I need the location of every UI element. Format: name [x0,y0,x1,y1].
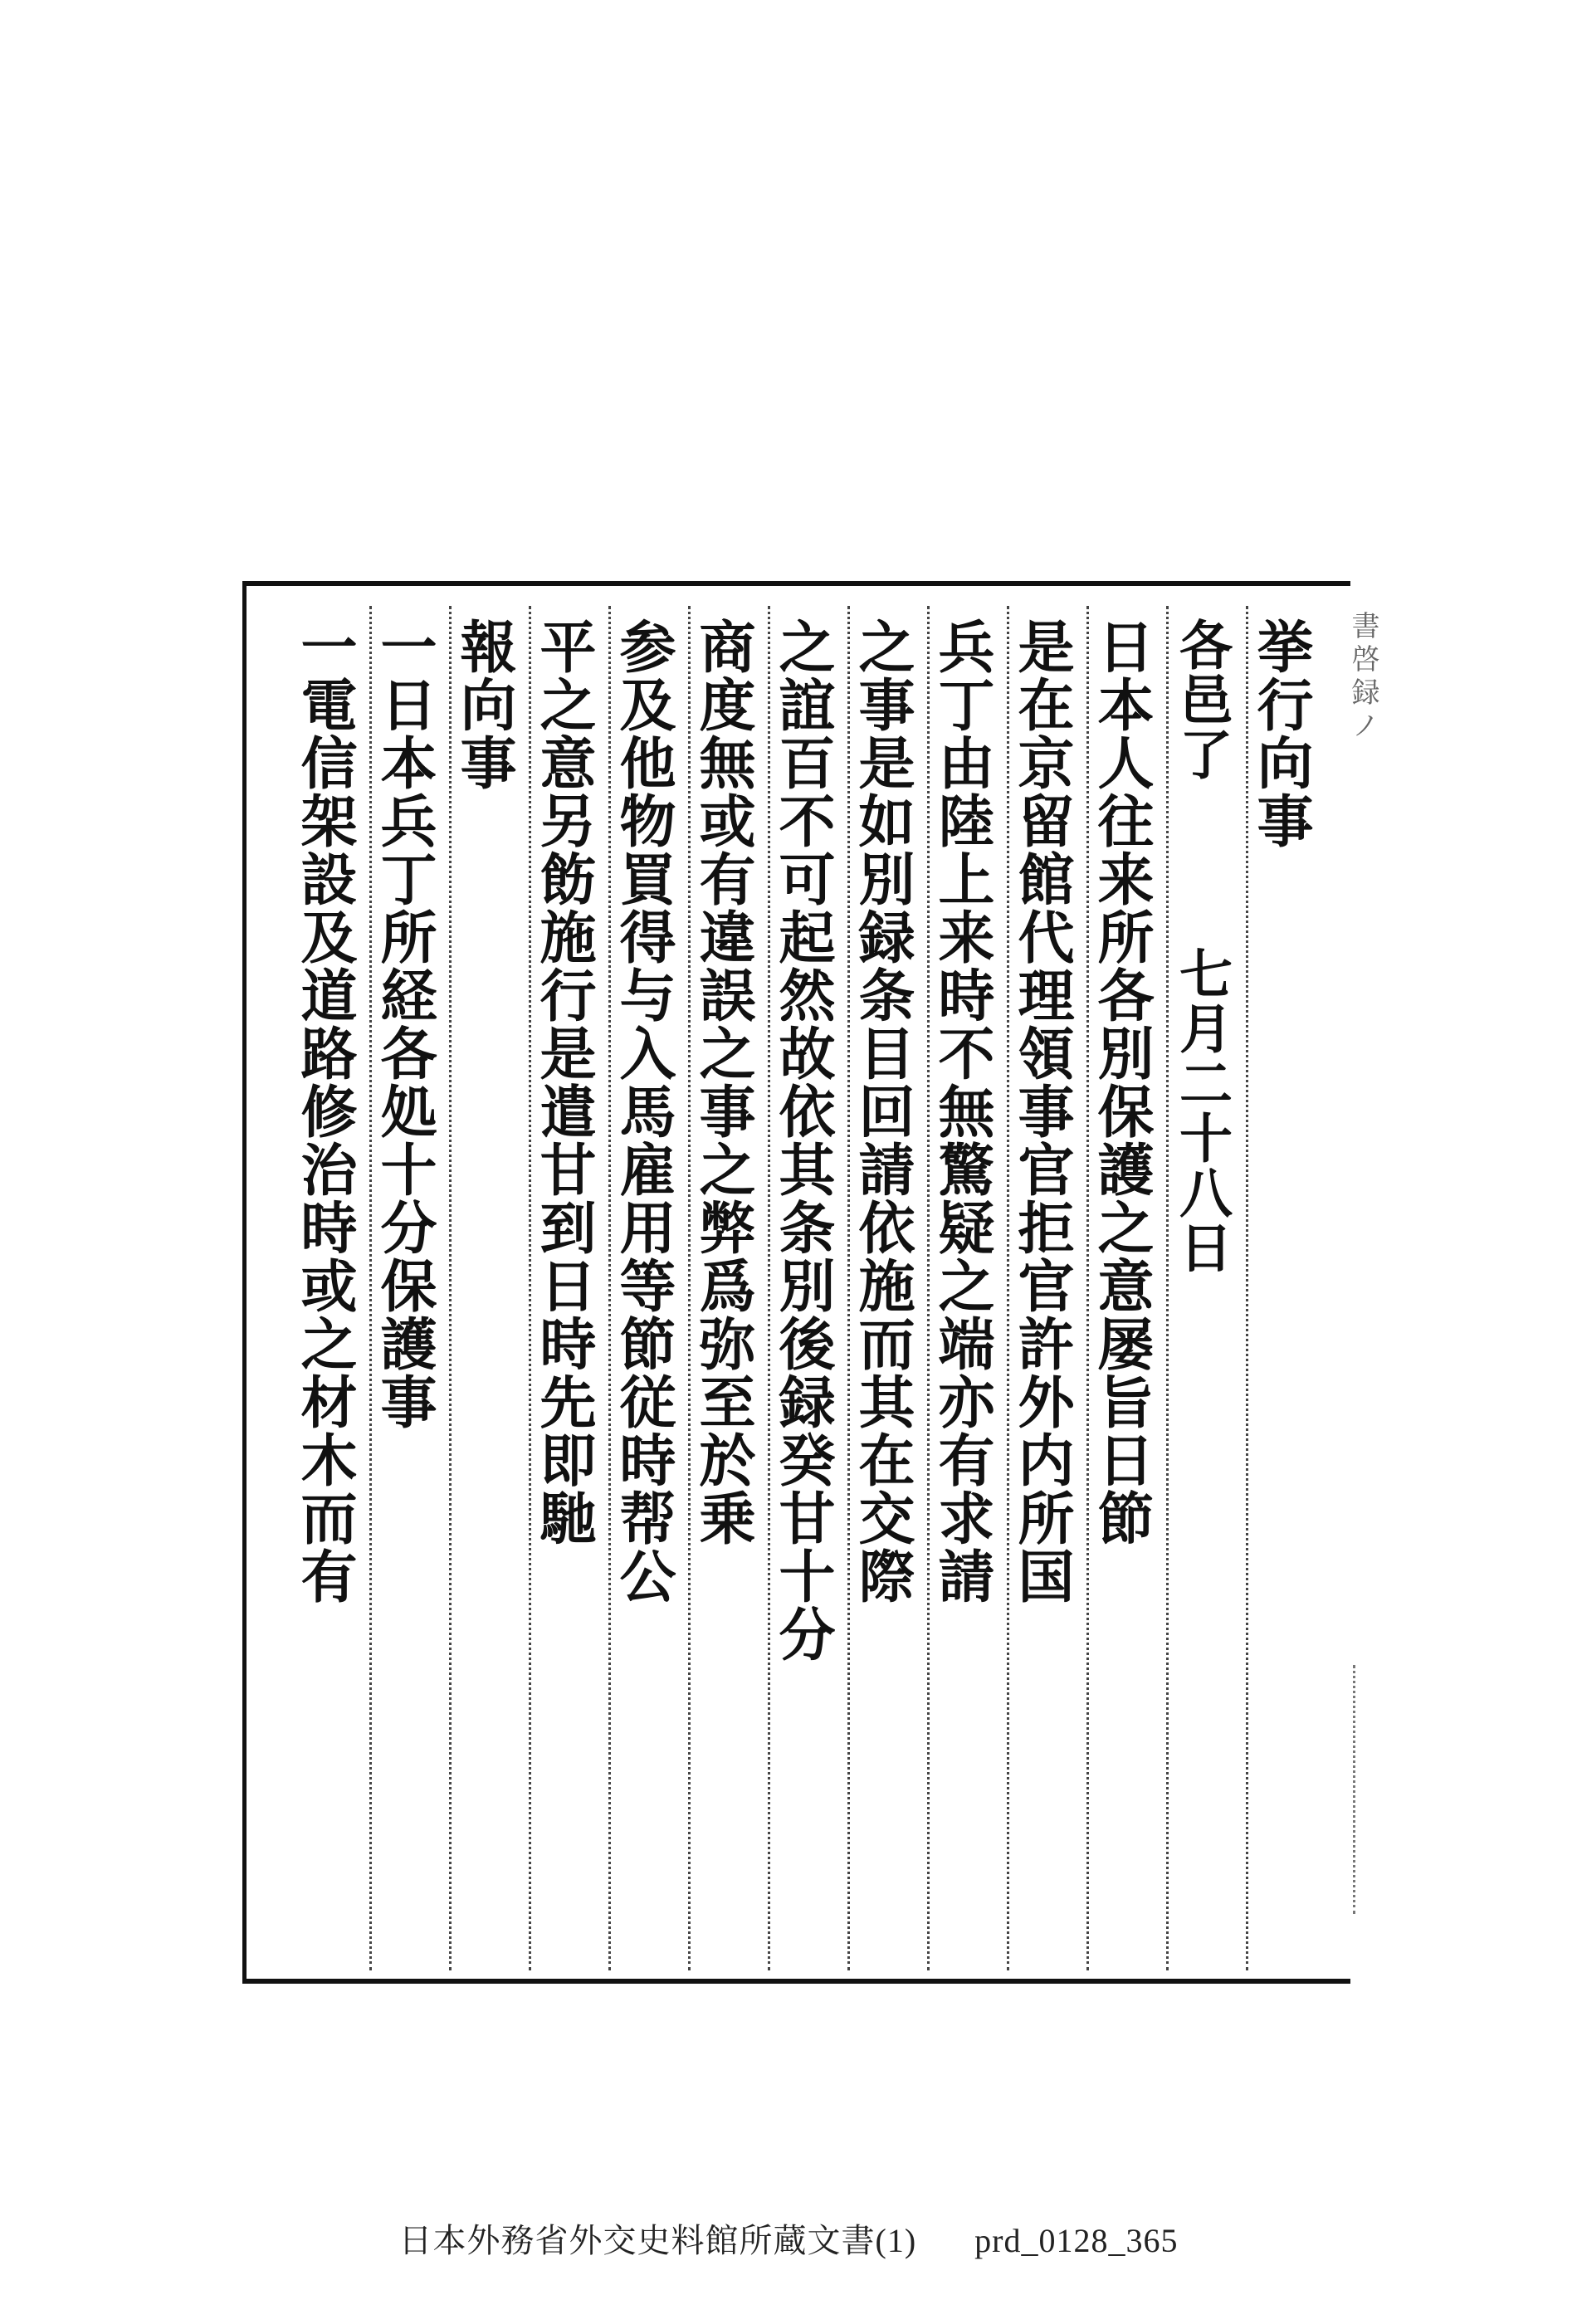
column-text: 報向事 [451,618,517,792]
document-id: prd_0128_365 [974,2222,1179,2259]
page-footer [0,2214,1577,2262]
text-column [449,606,529,1970]
text-column [1246,606,1326,1970]
text-column [1166,606,1246,1970]
archive-title: 日本外務省外交史料館所蔵文書(1) [398,2222,917,2259]
text-column [768,606,847,1970]
column-text: 之誼百不可起然故依其条別後録癸甘十分 [769,618,836,1663]
column-text: 一電信架設及道路修治時或之材木而有 [291,618,358,1605]
column-text: 日本人往来所各別保護之意屡旨日節 [1088,618,1155,1547]
margin-note: 書啓録ノ [1346,611,1379,744]
column-text: 兵丁由陸上来時不無驚疑之端亦有求請 [929,618,995,1605]
text-column [1086,606,1166,1970]
column-text: 平之意另飭施行是遣甘到日時先即馳 [530,618,597,1547]
column-text: 一日本兵丁所経各処十分保護事 [371,618,437,1431]
column-text: 各邑了 七月二十八日 [1170,618,1233,1275]
column-text: 参及他物買得与入馬雇用等節従時帮公 [610,618,676,1605]
text-column [529,606,608,1970]
text-column [927,606,1007,1970]
text-column [608,606,688,1970]
text-column [1007,606,1086,1970]
column-text: 商度無或有違誤之事之弊爲弥至於乗 [690,618,756,1547]
text-column [688,606,768,1970]
text-column [290,606,369,1970]
column-text: 是在京留館代理領事官拒官許外内所国 [1008,618,1075,1605]
column-text: 之事是如別録条目回請依施而其在交際 [849,618,915,1605]
manuscript-frame [242,581,1379,1984]
text-columns [247,586,1350,1979]
text-column [847,606,927,1970]
column-text: 挙行向事 [1247,618,1314,850]
text-column [369,606,449,1970]
